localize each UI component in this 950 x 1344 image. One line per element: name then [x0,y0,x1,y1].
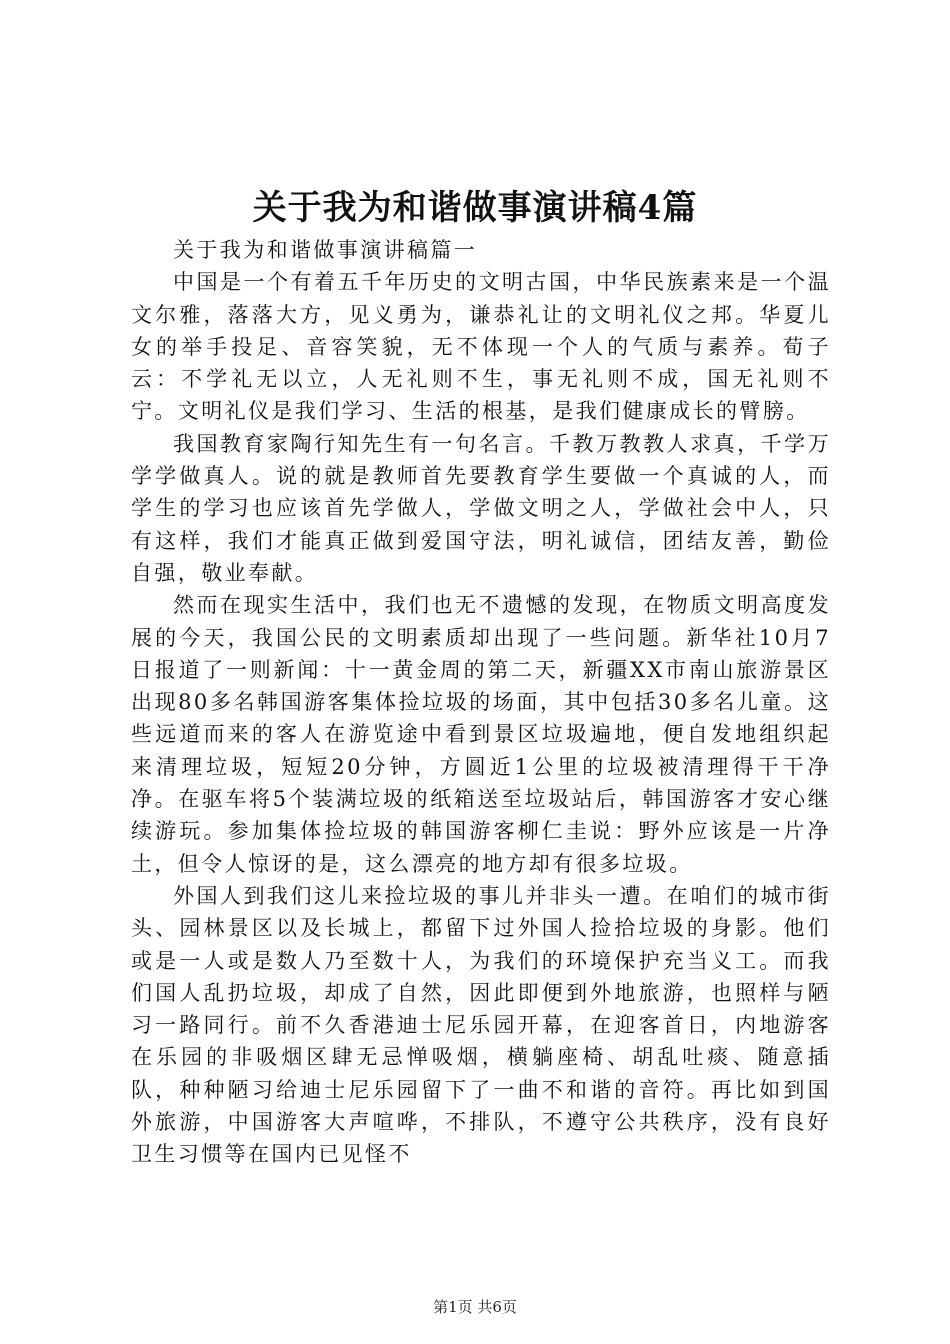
paragraph-3: 然而在现实生活中，我们也无不遗憾的发现，在物质文明高度发展的今天，我国公民的文明素质却出现了一些问题。新华社10月7日报道了一则新闻：十一黄金周的第二天，新疆XX市南山旅游景区出现80多名韩国游客集体捡垃圾的场面，其中包括30多名儿童。这些远道而来的客人在游览途中看到景区垃圾遍地，便自发地组织起来清理垃圾，短短20分钟，方圆近1公里的垃圾被清理得干干净净。在驱车将5个装满垃圾的纸箱送至垃圾站后，韩国游客才安心继续游玩。参加集体捡垃圾的韩国游客柳仁圭说：野外应该是一片净土，但令人惊讶的是，这么漂亮的地方却有很多垃圾。 [131,593,831,876]
page-footer: 第1页 共6页 [433,1298,517,1316]
document-body [131,234,831,1171]
paragraph-1: 中国是一个有着五千年历史的文明古国，中华民族素来是一个温文尔雅，落落大方，见义勇为，谦恭礼让的文明礼仪之邦。华夏儿女的举手投足、音容笑貌，无不体现一个人的气质与素养。荀子云：不学礼无以立，人无礼则不生，事无礼则不成，国无礼则不宁。文明礼仪是我们学习、生活的根基，是我们健康成长的臂膀。 [131,270,831,424]
section-subheading: 关于我为和谐做事演讲稿篇一 [173,238,478,262]
paragraph-2: 我国教育家陶行知先生有一句名言。千教万教教人求真，千学万学学做真人。说的就是教师首先要教育学生要做一个真诚的人，而学生的学习也应该首先学做人，学做文明之人，学做社会中人，只有这样，我们才能真正做到爱国守法，明礼诚信，团结友善，勤俭自强，敬业奉献。 [131,431,831,585]
paragraph-4: 外国人到我们这儿来捡垃圾的事儿并非头一遭。在咱们的城市街头、园林景区以及长城上，都留下过外国人捡拾垃圾的身影。他们或是一人或是数人乃至数十人，为我们的环境保护充当义工。而我们国人乱扔垃圾，却成了自然，因此即便到外地旅游，也照样与陋习一路同行。前不久香港迪士尼乐园开幕，在迎客首日，内地游客在乐园的非吸烟区肆无忌惮吸烟，横躺座椅、胡乱吐痰、随意插队，种种陋习给迪士尼乐园留下了一曲不和谐的音符。再比如到国外旅游，中国游客大声喧哗，不排队，不遵守公共秩序，没有良好卫生习惯等在国内已见怪不 [131,883,831,1167]
document-title: 关于我为和谐做事演讲稿4篇 [252,188,698,228]
